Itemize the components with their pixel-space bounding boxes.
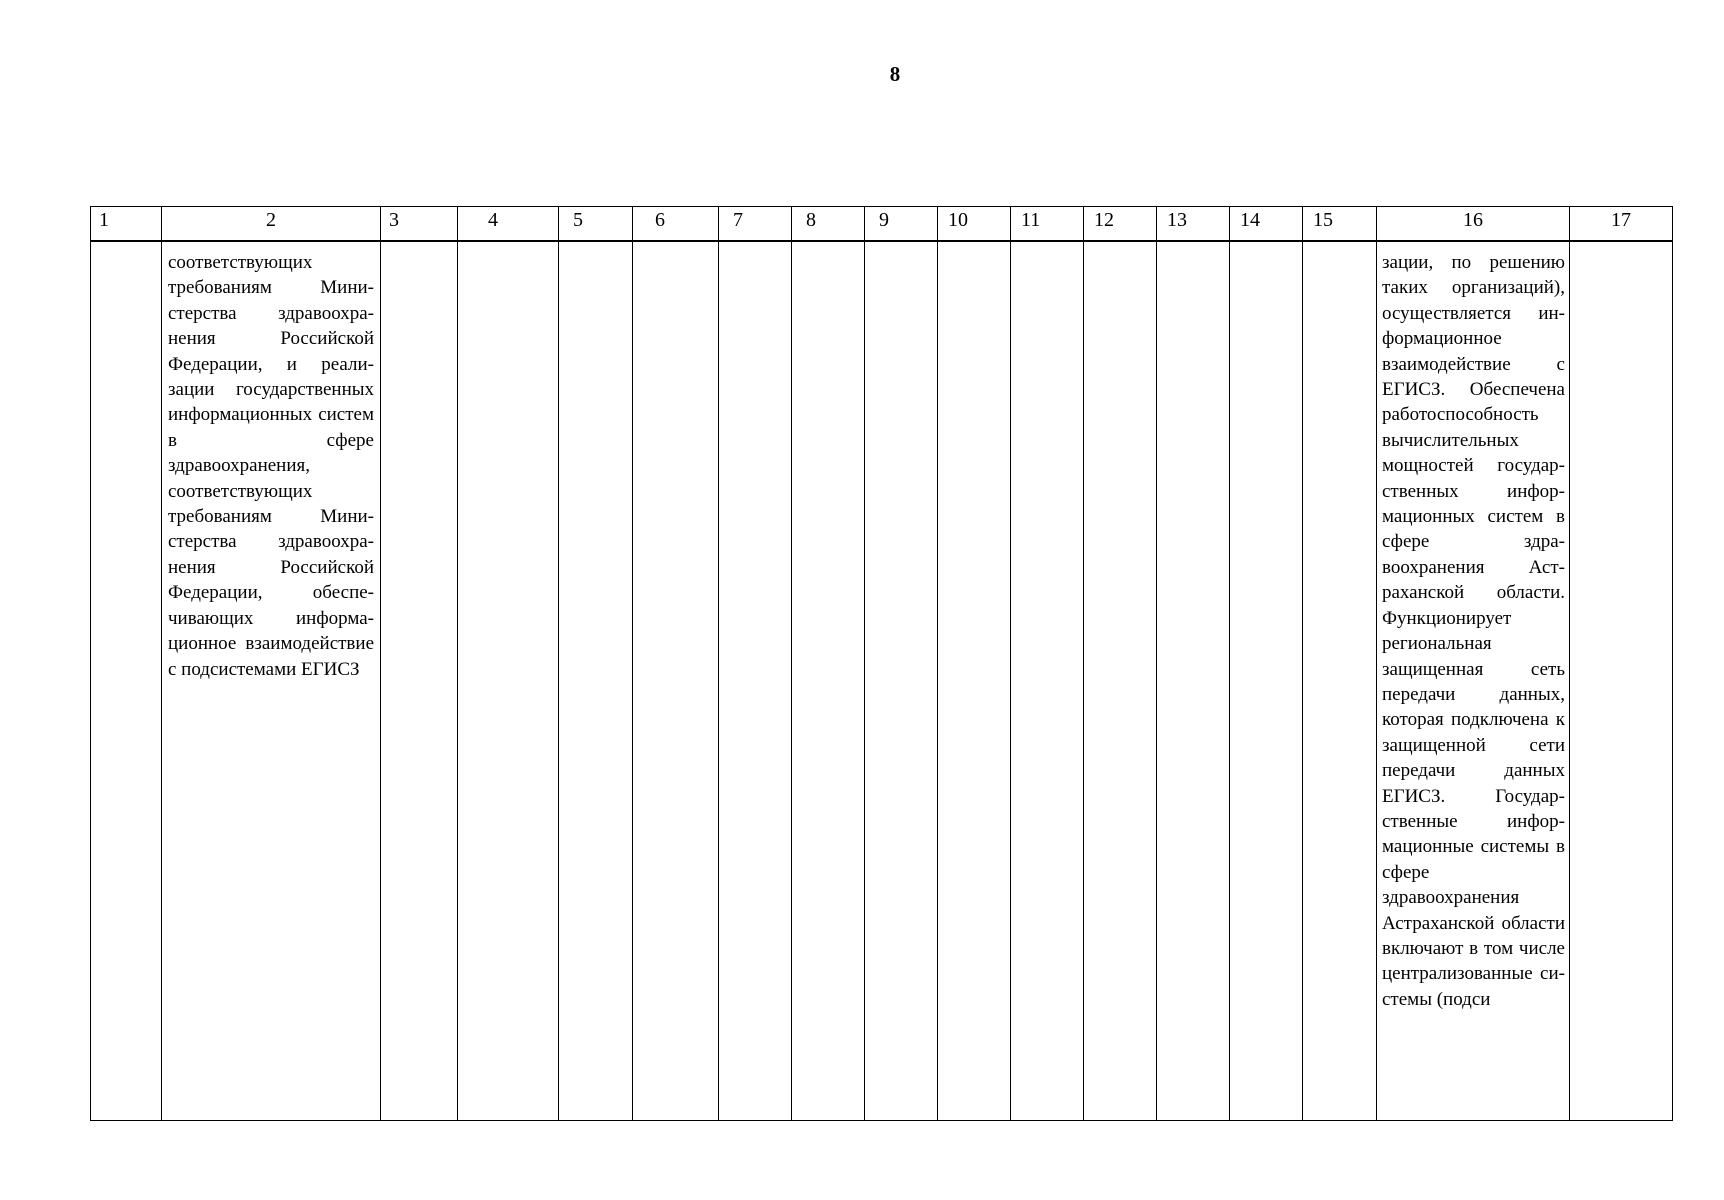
cell-col-12 — [1084, 241, 1157, 1121]
cell-col-14 — [1230, 241, 1303, 1121]
page-number: 8 — [889, 62, 901, 86]
cell-col-8 — [792, 241, 865, 1121]
cell-col-9 — [865, 241, 938, 1121]
column-header-2: 2 — [162, 207, 381, 242]
column-header-14: 14 — [1230, 207, 1303, 242]
column-header-10: 10 — [938, 207, 1011, 242]
cell-col-2 — [162, 241, 381, 1121]
cell-col-6 — [633, 241, 719, 1121]
column-header-4: 4 — [458, 207, 559, 242]
column-header-12: 12 — [1084, 207, 1157, 242]
cell-col-11 — [1011, 241, 1084, 1121]
column-header-3: 3 — [381, 207, 458, 242]
column-header-17: 17 — [1570, 207, 1673, 242]
column-header-6: 6 — [633, 207, 719, 242]
column-header-16: 16 — [1377, 207, 1570, 242]
cell-col-16-text: зации, по решению таких организаций), осуществляется информационное взаимодействие с ЕГИСЗ. Обеспечена работоспособность вычислительных мощностей государственных информационных систем в сфере здравоохранения Астраханской области. Функционирует региональная защищенная сеть передачи данных, которая подключена к защищенной сети передачи данных ЕГИСЗ. Государственные информационные системы в сфере здравоохранения Астраханской области включают в том числе централизованные системы (подси — [1382, 252, 1565, 1010]
column-header-13: 13 — [1157, 207, 1230, 242]
document-table — [90, 206, 1673, 1121]
column-header-11: 11 — [1011, 207, 1084, 242]
column-header-8: 8 — [792, 207, 865, 242]
cell-col-17 — [1570, 241, 1673, 1121]
column-header-9: 9 — [865, 207, 938, 242]
cell-col-16 — [1377, 241, 1570, 1121]
cell-col-1 — [91, 241, 162, 1121]
cell-col-10 — [938, 241, 1011, 1121]
cell-col-7 — [719, 241, 792, 1121]
column-header-5: 5 — [559, 207, 633, 242]
cell-col-15 — [1303, 241, 1377, 1121]
header-row — [91, 207, 1673, 242]
cell-col-5 — [559, 241, 633, 1121]
column-header-7: 7 — [719, 207, 792, 242]
cell-col-4 — [458, 241, 559, 1121]
cell-col-13 — [1157, 241, 1230, 1121]
column-header-1: 1 — [91, 207, 162, 242]
column-header-15: 15 — [1303, 207, 1377, 242]
cell-col-2-text: соответствующих требованиям Министерства здравоохранения Российской Федерации, и реализации государственных информационных систем в сфере здравоохранения, соответствующих требованиям Министерства здравоохранения Российской Федерации, обеспечивающих информационное взаимодействие с подсистемами ЕГИСЗ — [168, 252, 374, 680]
table-row — [91, 241, 1673, 1121]
cell-col-3 — [381, 241, 458, 1121]
